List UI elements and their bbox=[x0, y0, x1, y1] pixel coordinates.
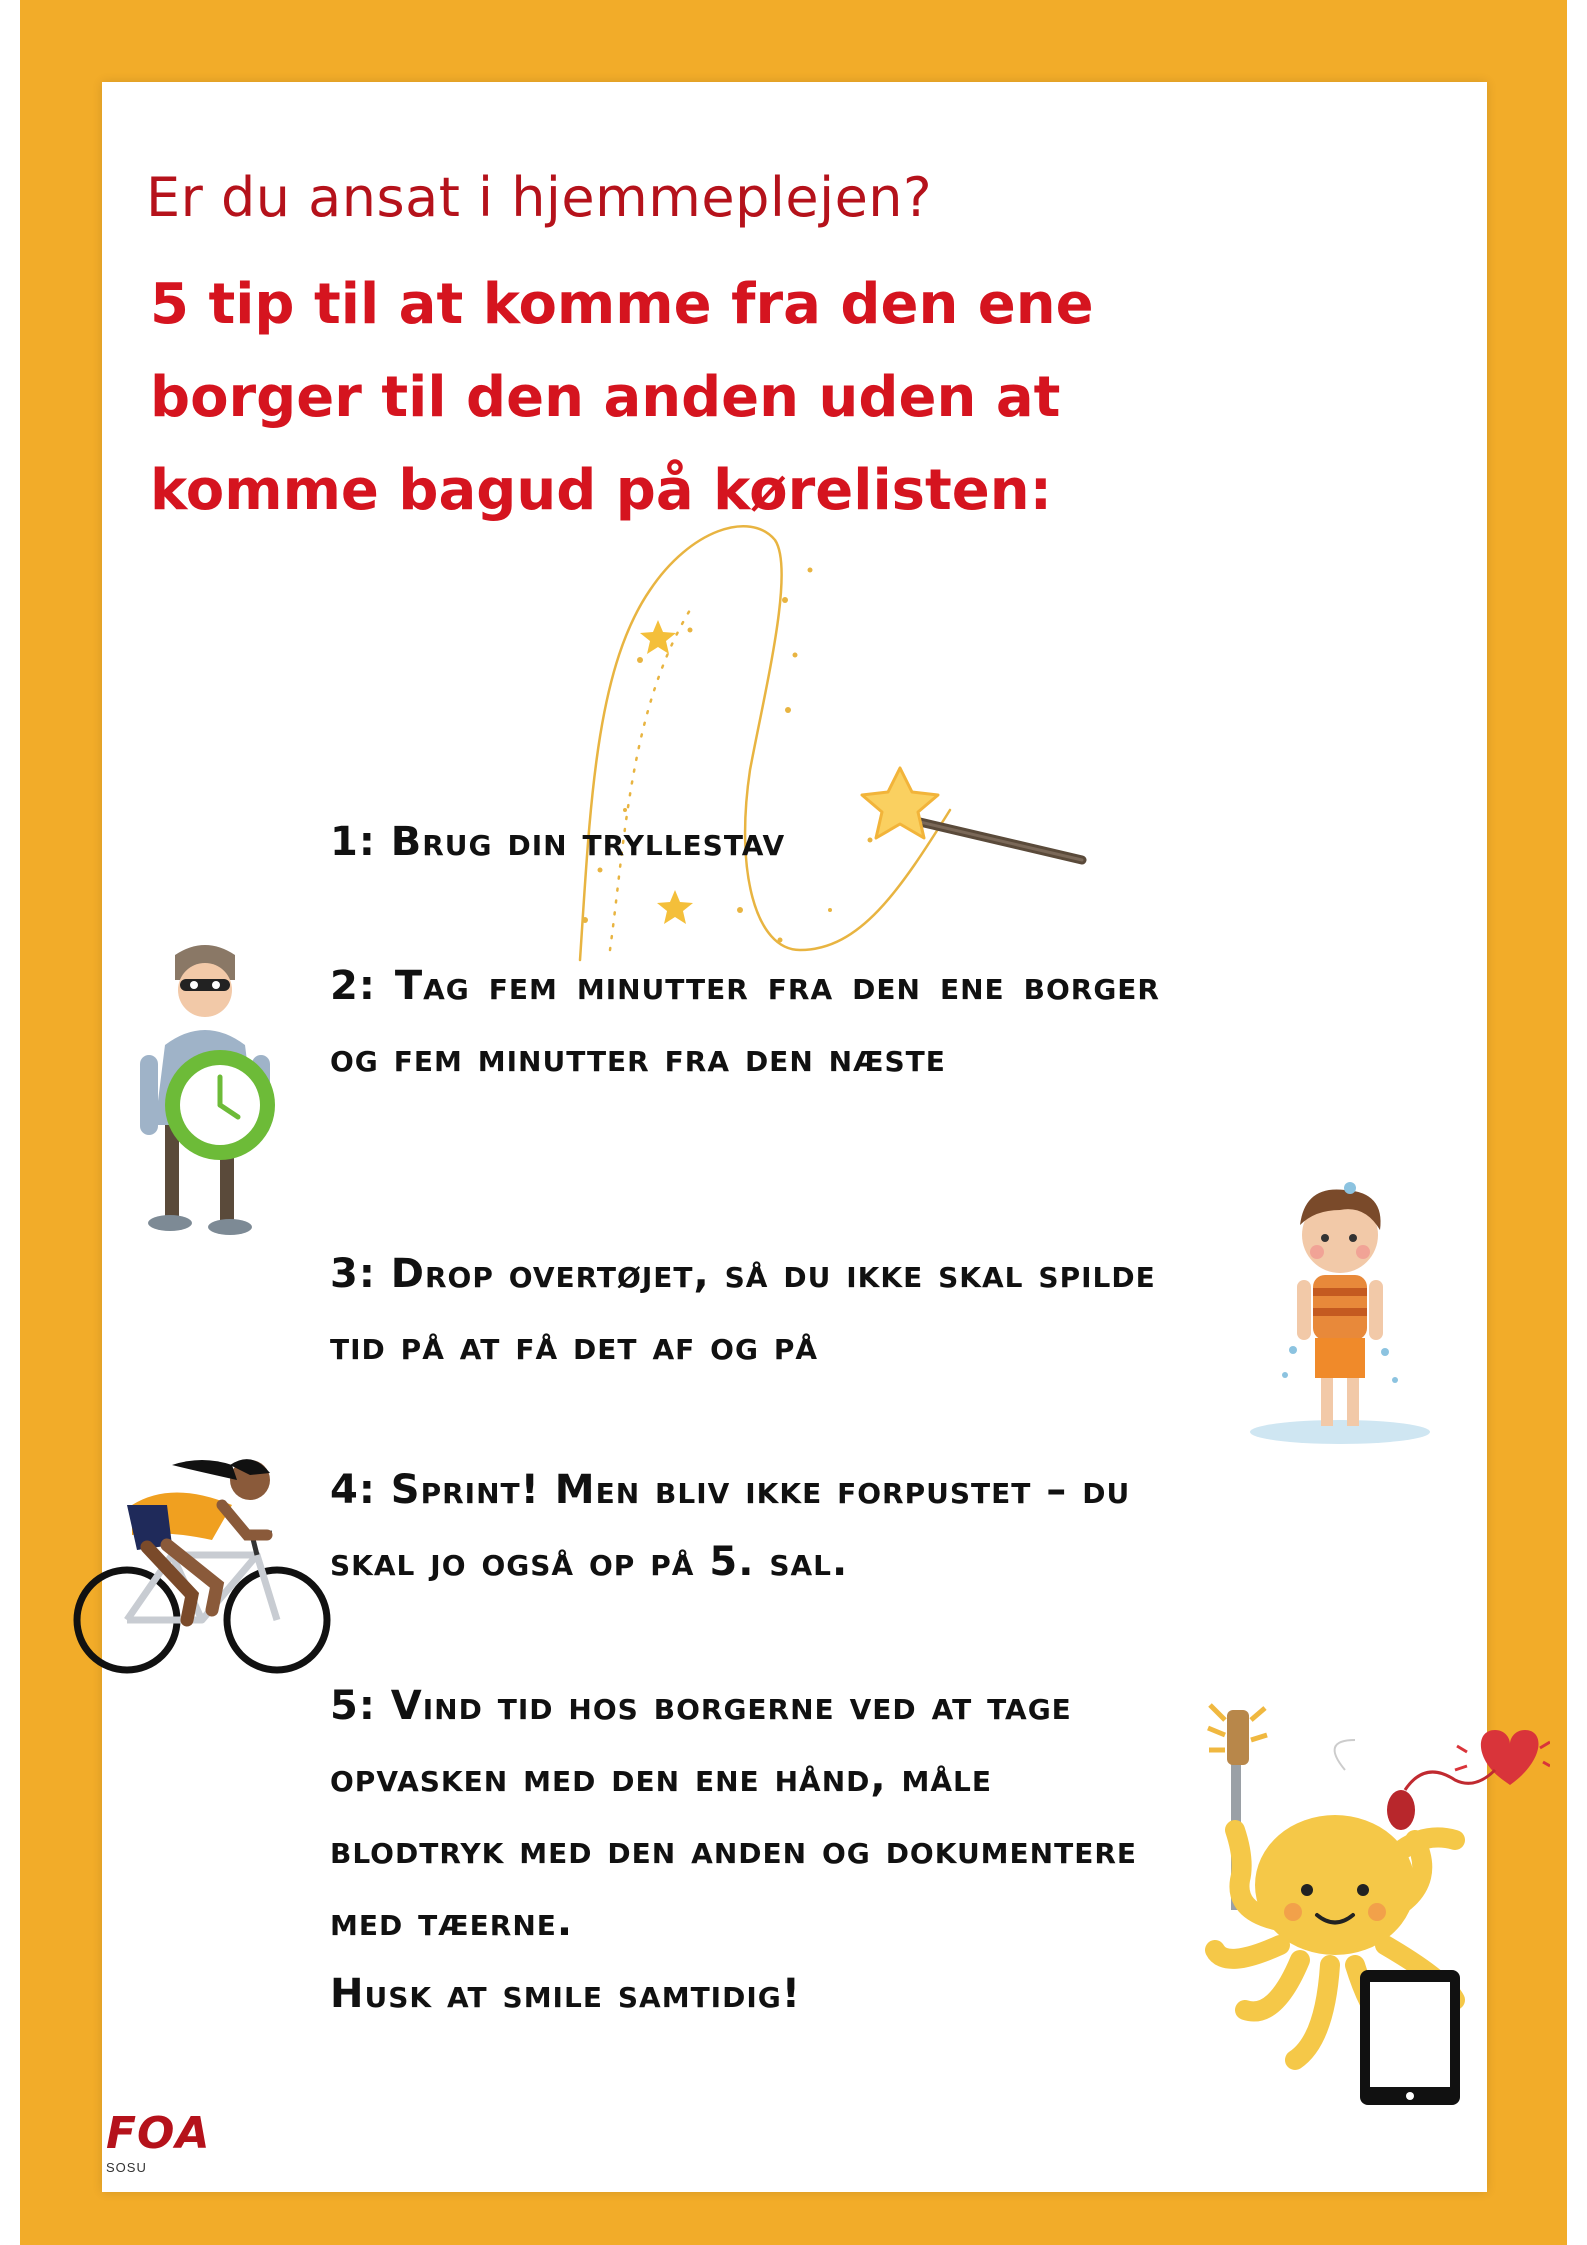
octopus-multitasking-icon bbox=[1205, 1700, 1550, 2110]
tip-smile: Husk at smile samtidig! bbox=[330, 1971, 801, 2017]
cyclist-icon bbox=[72, 1435, 337, 1675]
small-star-icon bbox=[640, 620, 676, 654]
heart-icon bbox=[1387, 1730, 1550, 1830]
tip-4: 4: Sprint! Men bliv ikke forpustet – du skal jo også op på 5. sal. bbox=[330, 1467, 1131, 1585]
tip-3: 3: Drop overtøjet, så du ikke skal spilde tid på at få det af og på bbox=[330, 1251, 1156, 1369]
poster-title: 5 tip til at komme fra den ene borger til den anden uden at komme bagud på kørelisten: bbox=[150, 272, 1094, 523]
tablet-icon bbox=[1360, 1970, 1460, 2105]
tip-1: 1: Brug din tryllestav bbox=[330, 819, 786, 865]
foa-logo-sub: SOSU bbox=[106, 2160, 147, 2175]
tip-5: 5: Vind tid hos borgerne ved at tage opvasken med den ene hånd, måle blodtryk med den anden og dokumentere med tæerne. bbox=[330, 1683, 1138, 1945]
magic-wand-icon bbox=[570, 510, 1100, 970]
tip-2: 2: Tag fem minutter fra den ene borger og fem minutter fra den næste bbox=[330, 963, 1160, 1081]
foa-logo: FOA bbox=[106, 2108, 211, 2159]
small-star-icon bbox=[657, 890, 693, 924]
thief-with-clock-icon bbox=[130, 935, 300, 1240]
wet-child-icon bbox=[1245, 1180, 1435, 1450]
poster-subtitle: Er du ansat i hjemmeplejen? bbox=[146, 166, 933, 229]
